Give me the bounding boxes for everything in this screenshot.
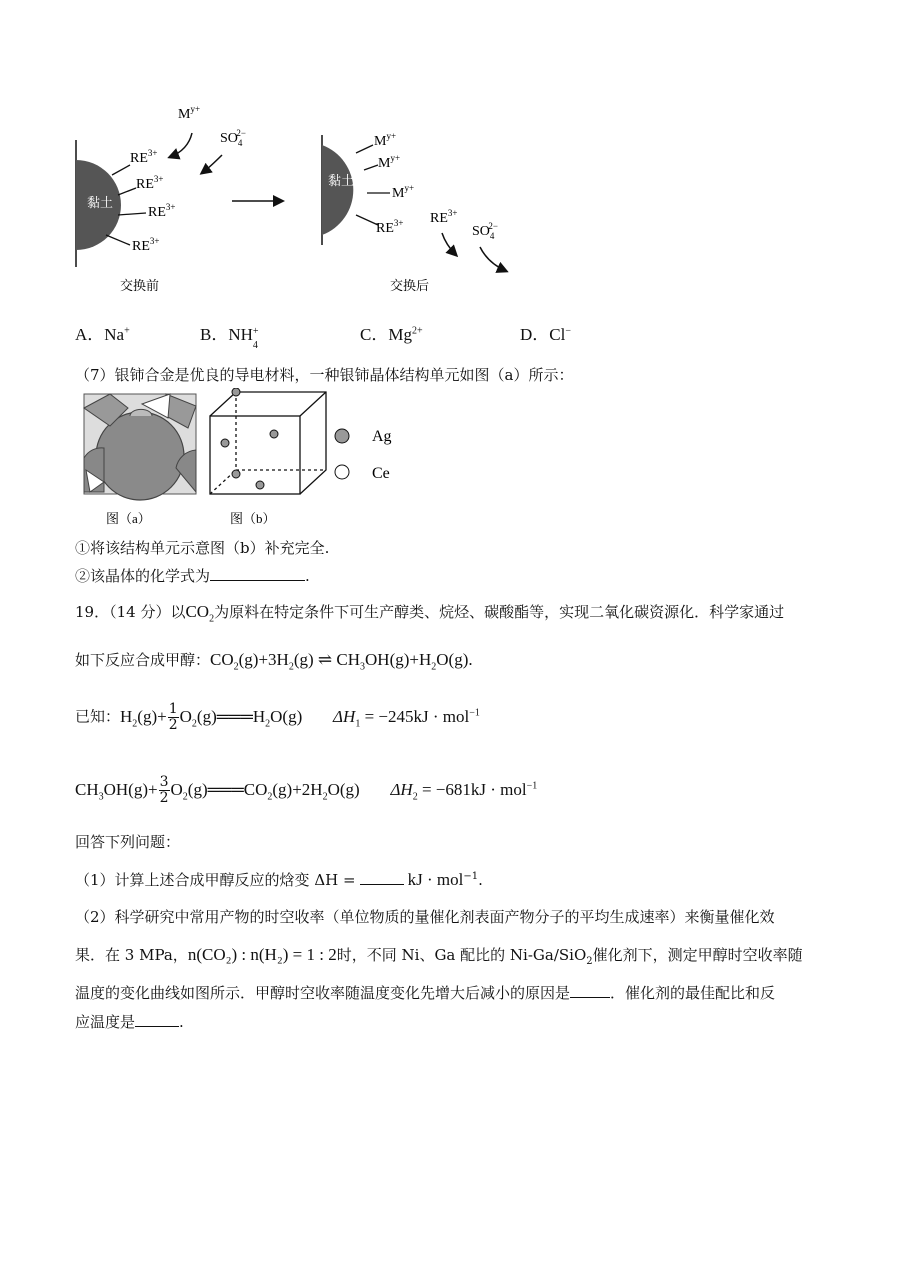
option-c: C．$Mg^{2+}$ — [360, 325, 423, 344]
q19-part2-line4: 应温度是 . — [75, 1013, 184, 1031]
ion-m-incoming: $M^{y+}$ — [178, 104, 201, 122]
ag-atom — [270, 430, 278, 438]
caption-before: 交换前 — [120, 278, 160, 293]
clay-before — [76, 104, 246, 293]
ion-re-4: $RE^{3+}$ — [132, 236, 160, 254]
clay-label: 黏土 — [87, 195, 114, 210]
q19-part2-line3: 温度的变化曲线如图所示．甲醇时空收率随温度变化先增大后减小的原因是 ．催化剂的最佳配比和反 — [75, 984, 776, 1002]
ag-atom — [256, 481, 264, 489]
ion-re-released: $RE^{3+}$ — [430, 208, 458, 226]
answer-heading: 回答下列问题： — [75, 833, 181, 851]
legend-ag-marker — [335, 429, 349, 443]
known-eq1: 已知：$H_2(g)+$ $\frac{1}{2}$ $O_2(g)═══H_2O(g) \Delta H_1 = -245kJ \cdot mol^{-1}$ — [75, 701, 480, 733]
option-a: A．Na+ — [75, 325, 130, 344]
q19-part1: （1）计算上述合成甲醇反应的焓变 ΔH = kJ · mol$^{-1}$. — [75, 870, 483, 889]
q7-sub1: ①将该结构单元示意图（b）补充完全. — [75, 539, 330, 557]
main-reaction: $CO_2(g)+3H_2(g)$ ⇌ $CH_3OH(g)+H_2O(g)$. — [210, 650, 473, 673]
ion-so4-after: $SO_42-$ — [472, 221, 498, 241]
ion-m-1: $M^{y+}$ — [374, 131, 397, 149]
legend-ag: Ag — [372, 428, 392, 445]
known-eq2: $CH_3OH(g)+$ $\frac{3}{2}$ $O_2(g)═══CO_2(g)+2H_2O(g) \Delta H_2 = -681kJ \cdot mol^{-1}$ — [75, 774, 538, 806]
q19-line1: 19．（14 分）以$CO_2$为原料在特定条件下可生产醇类、烷烃、碳酸酯等，实现二氧化碳资源化．科学家通过 — [75, 602, 785, 625]
ag-atom — [221, 439, 229, 447]
legend-ce: Ce — [372, 465, 390, 482]
q19-part2-line2: 果．在 3 MPa，n(CO₂) : n(H₂) = 1 : 2时，不同 Ni、Ga 配比的 Ni-Ga/SiO$_2$催化剂下，测定甲醇时空收率随 — [75, 945, 803, 967]
q19-line2: 如下反应合成甲醇：$CO_2(g)+3H_2(g)$ ⇌ $CH_3OH(g)+H_2O(g)$. — [75, 650, 473, 673]
answer-blank[interactable] — [135, 1012, 179, 1027]
ion-m-3: $M^{y+}$ — [392, 183, 415, 201]
figure-b-caption: 图（b） — [230, 511, 276, 526]
figure-a-crystal — [84, 394, 196, 500]
ion-re-after: $RE^{3+}$ — [376, 218, 404, 236]
ion-re-3: $RE^{3+}$ — [148, 202, 176, 220]
option-d: D．Cl− — [520, 325, 571, 344]
ion-so4-before: $SO_42-$ — [220, 128, 246, 148]
option-b: B．NH + 4 — [200, 325, 259, 351]
q7-sub2: ②该晶体的化学式为 . — [75, 567, 310, 585]
caption-after: 交换后 — [390, 278, 430, 293]
answer-blank[interactable] — [210, 566, 305, 581]
q19-part2-line1: （2）科学研究中常用产物的时空收率（单位物质的量催化剂表面产物分子的平均生成速率）来衡量催化效 — [75, 908, 775, 926]
ion-re-2: $RE^{3+}$ — [136, 174, 164, 192]
ion-re-1: $RE^{3+}$ — [130, 148, 158, 166]
figure-a-caption: 图（a） — [106, 511, 151, 526]
ion-m-2: $M^{y+}$ — [378, 153, 401, 171]
q7-intro: （7）银铈合金是优良的导电材料，一种银铈晶体结构单元如图（a）所示： — [75, 366, 574, 384]
ion-exchange-diagram — [60, 95, 530, 305]
clay-label-after: 黏土 — [328, 173, 355, 188]
clay-after — [322, 131, 506, 293]
ag-atom — [232, 470, 240, 478]
ag-atom — [232, 388, 240, 396]
answer-blank[interactable] — [360, 870, 404, 885]
answer-blank[interactable] — [570, 983, 610, 998]
legend-ce-marker — [335, 465, 349, 479]
crystal-figures — [70, 388, 430, 533]
